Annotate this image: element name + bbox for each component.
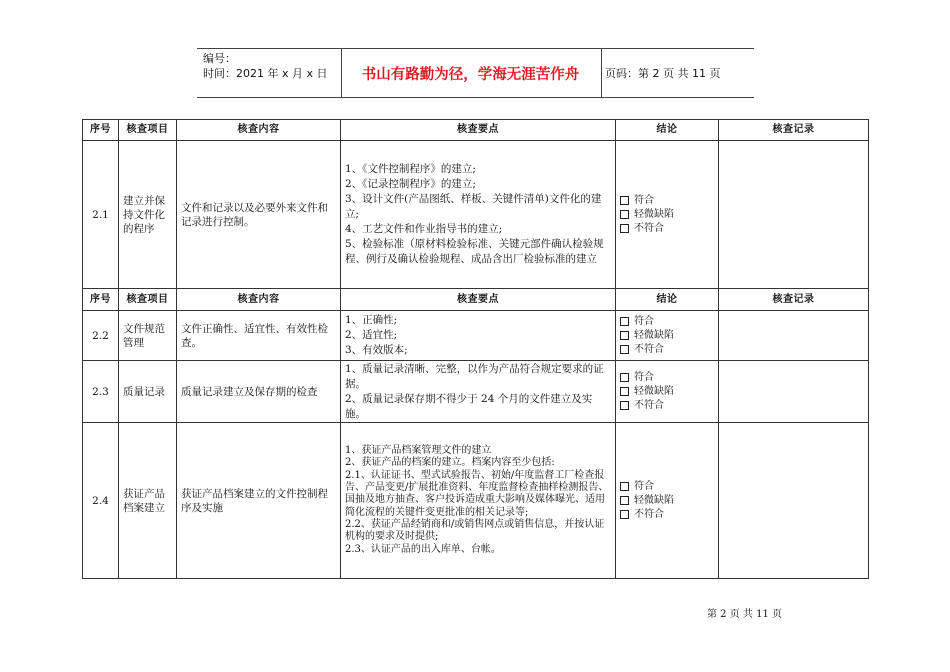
check-point: 2.1、认证证书、型式试验报告、初始/年度监督工厂检查报告、产品变更/扩展批准资料、年度监督检查抽样检测报告、国抽及地方抽查、客户投诉造成重大影响及媒体曝光、适用简化流程的关键件变更批准的相关记录等; (345, 469, 609, 518)
check-point: 3、有效版本; (345, 344, 408, 356)
option-minor-defect[interactable]: 轻微缺陷 (620, 329, 714, 343)
record-cell[interactable] (719, 423, 869, 579)
column-header: 序号 (83, 120, 119, 141)
option-conform[interactable]: 符合 (620, 480, 714, 494)
row-number: 2.2 (83, 311, 119, 361)
checkbox-icon[interactable] (620, 210, 629, 219)
document-date: 时间：2021 年 x 月 x 日 (203, 67, 328, 80)
column-header: 核查内容 (177, 289, 341, 311)
document-header (197, 48, 754, 98)
conclusion-cell (616, 141, 719, 289)
column-header: 序号 (83, 289, 119, 311)
check-point: 2、获证产品的档案的建立。档案内容至少包括: (345, 457, 555, 469)
table-row (83, 141, 869, 289)
check-points (341, 423, 616, 579)
record-cell[interactable] (719, 361, 869, 423)
header-meta (203, 51, 341, 95)
header-page-number: 页码：第 2 页 共 11 页 (605, 67, 721, 80)
header-divider (341, 49, 342, 97)
row-number: 2.4 (83, 423, 119, 579)
check-content: 质量记录建立及保存期的检查 (177, 361, 341, 423)
conclusion-cell (616, 361, 719, 423)
column-header: 核查要点 (341, 289, 616, 311)
record-cell[interactable] (719, 311, 869, 361)
option-conform[interactable]: 符合 (620, 371, 714, 385)
column-header: 核查项目 (119, 289, 177, 311)
checkbox-icon[interactable] (620, 482, 629, 491)
row-number: 2.3 (83, 361, 119, 423)
check-point: 2.3、认证产品的出入库单、台帐。 (345, 543, 501, 555)
checkbox-icon[interactable] (620, 387, 629, 396)
checkbox-icon[interactable] (620, 401, 629, 410)
check-points (341, 361, 616, 423)
option-conform[interactable]: 符合 (620, 194, 714, 208)
option-nonconform[interactable]: 不符合 (620, 343, 714, 357)
check-item: 建立并保持文件化的程序 (119, 141, 177, 289)
check-point: 2、适宜性; (345, 329, 398, 341)
option-minor-defect[interactable]: 轻微缺陷 (620, 494, 714, 508)
check-point: 1、正确性; (345, 314, 398, 326)
option-minor-defect[interactable]: 轻微缺陷 (620, 385, 714, 399)
check-content: 文件正确性、适宜性、有效性检查。 (177, 311, 341, 361)
inspection-table (82, 119, 869, 579)
checkbox-icon[interactable] (620, 196, 629, 205)
column-header: 核查记录 (719, 289, 869, 311)
conclusion-cell (616, 311, 719, 361)
checkbox-icon[interactable] (620, 373, 629, 382)
column-header: 核查内容 (177, 120, 341, 141)
check-point: 2.2、获证产品经销商和/或销售网点或销售信息，并按认证机构的要求及时提供; (345, 518, 605, 543)
checkbox-icon[interactable] (620, 317, 629, 326)
check-item: 文件规范管理 (119, 311, 177, 361)
table-row (83, 361, 869, 423)
option-nonconform[interactable]: 不符合 (620, 222, 714, 236)
page-footer: 第 2 页 共 11 页 (707, 609, 782, 620)
table-header-row (83, 120, 869, 141)
table-header-row (83, 289, 869, 311)
check-point: 1、《文件控制程序》的建立; (345, 163, 476, 175)
check-points (341, 141, 616, 289)
table-row (83, 423, 869, 579)
check-points (341, 311, 616, 361)
conclusion-cell (616, 423, 719, 579)
checkbox-icon[interactable] (620, 331, 629, 340)
check-item: 质量记录 (119, 361, 177, 423)
check-point: 3、设计文件(产品图纸、样板、关键件清单)文件化的建立; (345, 193, 602, 220)
header-divider (601, 49, 602, 97)
header-slogan: 书山有路勤为径，学海无涯苦作舟 (361, 66, 580, 83)
checkbox-icon[interactable] (620, 496, 629, 505)
check-content: 文件和记录以及必要外来文件和记录进行控制。 (177, 141, 341, 289)
checkbox-icon[interactable] (620, 510, 629, 519)
check-point: 1、获证产品档案管理文件的建立 (345, 445, 492, 457)
document-number-label: 编号： (203, 52, 236, 65)
check-content: 获证产品档案建立的文件控制程序及实施 (177, 423, 341, 579)
check-item: 获证产品档案建立 (119, 423, 177, 579)
option-minor-defect[interactable]: 轻微缺陷 (620, 208, 714, 222)
column-header: 核查项目 (119, 120, 177, 141)
row-number: 2.1 (83, 141, 119, 289)
check-point: 5、检验标准（原材料检验标准、关键元部件确认检验规程、例行及确认检验规程、成品含出厂检验标准的建立 (345, 238, 604, 265)
option-nonconform[interactable]: 不符合 (620, 508, 714, 522)
check-point: 1、质量记录清晰、完整，以作为产品符合规定要求的证据。 (345, 362, 604, 390)
check-point: 4、工艺文件和作业指导书的建立; (345, 223, 503, 235)
check-point: 2、质量记录保存期不得少于 24 个月的文件建立及实施。 (345, 392, 593, 420)
column-header: 结论 (616, 289, 719, 311)
table-row (83, 311, 869, 361)
checkbox-icon[interactable] (620, 345, 629, 354)
option-conform[interactable]: 符合 (620, 315, 714, 329)
check-point: 2、《记录控制程序》的建立; (345, 178, 476, 190)
option-nonconform[interactable]: 不符合 (620, 399, 714, 413)
column-header: 核查要点 (341, 120, 616, 141)
column-header: 核查记录 (719, 120, 869, 141)
record-cell[interactable] (719, 141, 869, 289)
checkbox-icon[interactable] (620, 224, 629, 233)
column-header: 结论 (616, 120, 719, 141)
